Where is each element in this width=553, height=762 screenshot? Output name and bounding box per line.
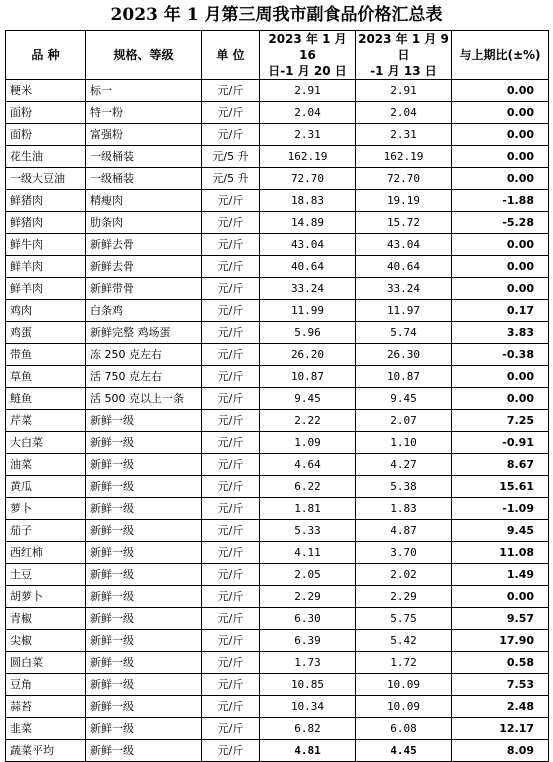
cell-name: 芹菜	[6, 410, 86, 432]
cell-change-percent: 15.61	[452, 476, 549, 498]
cell-change-percent: -0.38	[452, 344, 549, 366]
cell-name: 青椒	[6, 608, 86, 630]
table-header-row	[6, 31, 549, 80]
cell-name: 鸡肉	[6, 300, 86, 322]
cell-previous-price: 5.38	[356, 476, 452, 498]
cell-name: 鲢鱼	[6, 388, 86, 410]
cell-spec: 新鲜一级	[86, 498, 202, 520]
table-row	[6, 256, 549, 278]
cell-spec: 新鲜一级	[86, 432, 202, 454]
cell-change-percent: 9.57	[452, 608, 549, 630]
cell-spec: 活 750 克左右	[86, 366, 202, 388]
table-row	[6, 586, 549, 608]
cell-previous-price: 43.04	[356, 234, 452, 256]
cell-current-price: 6.82	[260, 718, 356, 740]
cell-previous-price: 4.87	[356, 520, 452, 542]
cell-unit: 元/斤	[202, 498, 260, 520]
cell-name: 萝卜	[6, 498, 86, 520]
cell-previous-price: 1.10	[356, 432, 452, 454]
table-row	[6, 718, 549, 740]
cell-unit: 元/斤	[202, 278, 260, 300]
cell-previous-price: 10.09	[356, 696, 452, 718]
cell-unit: 元/斤	[202, 234, 260, 256]
cell-previous-price: 15.72	[356, 212, 452, 234]
cell-previous-price: 5.42	[356, 630, 452, 652]
cell-spec: 新鲜一级	[86, 520, 202, 542]
table-row	[6, 454, 549, 476]
cell-name: 带鱼	[6, 344, 86, 366]
cell-current-price: 1.09	[260, 432, 356, 454]
cell-change-percent: 12.17	[452, 718, 549, 740]
cell-previous-price: 26.30	[356, 344, 452, 366]
cell-spec: 一级桶装	[86, 146, 202, 168]
cell-name: 黄瓜	[6, 476, 86, 498]
table-row	[6, 476, 549, 498]
table-row	[6, 344, 549, 366]
cell-previous-price: 4.27	[356, 454, 452, 476]
cell-change-percent: -1.88	[452, 190, 549, 212]
cell-unit: 元/斤	[202, 410, 260, 432]
cell-unit: 元/斤	[202, 454, 260, 476]
cell-spec: 新鲜一级	[86, 454, 202, 476]
table-row	[6, 80, 549, 102]
cell-spec: 白条鸡	[86, 300, 202, 322]
cell-previous-price: 40.64	[356, 256, 452, 278]
cell-spec: 新鲜一级	[86, 630, 202, 652]
cell-unit: 元/斤	[202, 630, 260, 652]
table-body	[6, 80, 549, 762]
cell-current-price: 33.24	[260, 278, 356, 300]
cell-unit: 元/斤	[202, 388, 260, 410]
cell-name: 西红柿	[6, 542, 86, 564]
cell-name: 草鱼	[6, 366, 86, 388]
cell-change-percent: 0.17	[452, 300, 549, 322]
cell-previous-price: 5.74	[356, 322, 452, 344]
cell-name: 鸡蛋	[6, 322, 86, 344]
table-row	[6, 366, 549, 388]
cell-name: 茄子	[6, 520, 86, 542]
cell-name: 面粉	[6, 124, 86, 146]
cell-spec: 精瘦肉	[86, 190, 202, 212]
cell-spec: 新鲜去骨	[86, 234, 202, 256]
cell-spec: 新鲜一级	[86, 718, 202, 740]
header-current-period	[260, 31, 356, 80]
cell-name: 土豆	[6, 564, 86, 586]
cell-change-percent: 0.00	[452, 80, 549, 102]
cell-previous-price: 11.97	[356, 300, 452, 322]
cell-unit: 元/斤	[202, 674, 260, 696]
cell-change-percent: 0.00	[452, 234, 549, 256]
cell-spec: 新鲜一级	[86, 410, 202, 432]
cell-previous-price: 2.91	[356, 80, 452, 102]
cell-name: 油菜	[6, 454, 86, 476]
cell-unit: 元/斤	[202, 102, 260, 124]
cell-spec: 新鲜一级	[86, 564, 202, 586]
cell-current-price: 2.29	[260, 586, 356, 608]
cell-unit: 元/5 升	[202, 146, 260, 168]
header-previous-line2: -1 月 13 日	[370, 64, 437, 78]
cell-previous-price: 1.83	[356, 498, 452, 520]
cell-spec: 标一	[86, 80, 202, 102]
header-current-line1: 2023 年 1 月 16	[268, 32, 347, 62]
cell-change-percent: 0.00	[452, 366, 549, 388]
cell-change-percent: 0.00	[452, 256, 549, 278]
cell-change-percent: 0.00	[452, 102, 549, 124]
price-table	[5, 30, 549, 762]
cell-change-percent: 0.00	[452, 124, 549, 146]
cell-unit: 元/斤	[202, 608, 260, 630]
cell-current-price: 6.39	[260, 630, 356, 652]
cell-unit: 元/斤	[202, 124, 260, 146]
table-row	[6, 146, 549, 168]
table-row	[6, 674, 549, 696]
table-row	[6, 652, 549, 674]
header-current-line2: 日-1 月 20 日	[268, 64, 347, 78]
cell-name: 胡萝卜	[6, 586, 86, 608]
cell-unit: 元/斤	[202, 542, 260, 564]
cell-spec: 新鲜一级	[86, 696, 202, 718]
header-previous-period	[356, 31, 452, 80]
cell-unit: 元/斤	[202, 256, 260, 278]
cell-current-price: 2.05	[260, 564, 356, 586]
cell-name: 鲜牛肉	[6, 234, 86, 256]
cell-previous-price: 10.87	[356, 366, 452, 388]
cell-unit: 元/斤	[202, 652, 260, 674]
cell-change-percent: 11.08	[452, 542, 549, 564]
cell-unit: 元/斤	[202, 520, 260, 542]
cell-previous-price: 2.29	[356, 586, 452, 608]
cell-change-percent: 2.48	[452, 696, 549, 718]
cell-spec: 新鲜一级	[86, 476, 202, 498]
cell-spec: 肋条肉	[86, 212, 202, 234]
cell-previous-price: 162.19	[356, 146, 452, 168]
table-row	[6, 168, 549, 190]
cell-previous-price: 33.24	[356, 278, 452, 300]
table-row	[6, 564, 549, 586]
header-change: 与上期比(±%)	[452, 31, 549, 80]
cell-previous-price: 5.75	[356, 608, 452, 630]
table-row	[6, 322, 549, 344]
cell-change-percent: 8.67	[452, 454, 549, 476]
cell-change-percent: 0.00	[452, 146, 549, 168]
cell-change-percent: -0.91	[452, 432, 549, 454]
cell-change-percent: 7.25	[452, 410, 549, 432]
cell-current-price: 10.85	[260, 674, 356, 696]
header-previous-line1: 2023 年 1 月 9 日	[358, 32, 449, 62]
cell-previous-price: 1.72	[356, 652, 452, 674]
cell-name: 花生油	[6, 146, 86, 168]
cell-current-price: 11.99	[260, 300, 356, 322]
cell-unit: 元/斤	[202, 586, 260, 608]
cell-current-price: 4.81	[260, 740, 356, 762]
table-row	[6, 124, 549, 146]
cell-previous-price: 9.45	[356, 388, 452, 410]
table-row	[6, 102, 549, 124]
cell-current-price: 5.33	[260, 520, 356, 542]
table-row	[6, 234, 549, 256]
cell-name: 豆角	[6, 674, 86, 696]
header-name: 品 种	[6, 31, 86, 80]
table-row	[6, 740, 549, 762]
cell-name: 鲜猪肉	[6, 212, 86, 234]
cell-name: 韭菜	[6, 718, 86, 740]
cell-previous-price: 2.07	[356, 410, 452, 432]
cell-change-percent: -1.09	[452, 498, 549, 520]
cell-unit: 元/斤	[202, 80, 260, 102]
cell-name: 面粉	[6, 102, 86, 124]
cell-current-price: 4.64	[260, 454, 356, 476]
cell-current-price: 4.11	[260, 542, 356, 564]
cell-unit: 元/斤	[202, 366, 260, 388]
cell-change-percent: 17.90	[452, 630, 549, 652]
cell-current-price: 1.73	[260, 652, 356, 674]
cell-current-price: 14.89	[260, 212, 356, 234]
cell-previous-price: 10.09	[356, 674, 452, 696]
cell-previous-price: 4.45	[356, 740, 452, 762]
cell-current-price: 6.30	[260, 608, 356, 630]
cell-spec: 新鲜去骨	[86, 256, 202, 278]
cell-unit: 元/斤	[202, 740, 260, 762]
cell-previous-price: 3.70	[356, 542, 452, 564]
cell-current-price: 10.87	[260, 366, 356, 388]
cell-name: 尖椒	[6, 630, 86, 652]
cell-current-price: 2.22	[260, 410, 356, 432]
cell-change-percent: 9.45	[452, 520, 549, 542]
cell-change-percent: 0.00	[452, 168, 549, 190]
table-row	[6, 410, 549, 432]
cell-previous-price: 6.08	[356, 718, 452, 740]
cell-change-percent: 8.09	[452, 740, 549, 762]
cell-unit: 元/斤	[202, 344, 260, 366]
cell-spec: 新鲜完整 鸡场蛋	[86, 322, 202, 344]
cell-spec: 新鲜一级	[86, 674, 202, 696]
cell-spec: 新鲜一级	[86, 608, 202, 630]
cell-spec: 富强粉	[86, 124, 202, 146]
cell-unit: 元/斤	[202, 564, 260, 586]
cell-unit: 元/斤	[202, 696, 260, 718]
table-row	[6, 542, 549, 564]
cell-name: 鲜羊肉	[6, 256, 86, 278]
cell-name: 鲜羊肉	[6, 278, 86, 300]
table-row	[6, 498, 549, 520]
cell-name: 一级大豆油	[6, 168, 86, 190]
cell-name: 圆白菜	[6, 652, 86, 674]
cell-name: 蒜苔	[6, 696, 86, 718]
cell-change-percent: 1.49	[452, 564, 549, 586]
cell-previous-price: 19.19	[356, 190, 452, 212]
cell-unit: 元/斤	[202, 322, 260, 344]
table-row	[6, 190, 549, 212]
cell-unit: 元/斤	[202, 718, 260, 740]
cell-spec: 一级桶装	[86, 168, 202, 190]
cell-current-price: 5.96	[260, 322, 356, 344]
cell-current-price: 26.20	[260, 344, 356, 366]
cell-spec: 新鲜一级	[86, 652, 202, 674]
cell-name: 大白菜	[6, 432, 86, 454]
cell-current-price: 6.22	[260, 476, 356, 498]
cell-current-price: 40.64	[260, 256, 356, 278]
table-row	[6, 520, 549, 542]
cell-current-price: 2.31	[260, 124, 356, 146]
cell-spec: 新鲜一级	[86, 740, 202, 762]
cell-spec: 活 500 克以上一条	[86, 388, 202, 410]
page-title: 2023 年 1 月第三周我市副食品价格汇总表	[110, 5, 443, 25]
cell-previous-price: 2.02	[356, 564, 452, 586]
cell-change-percent: 0.58	[452, 652, 549, 674]
cell-current-price: 43.04	[260, 234, 356, 256]
cell-spec: 冻 250 克左右	[86, 344, 202, 366]
cell-current-price: 72.70	[260, 168, 356, 190]
cell-current-price: 9.45	[260, 388, 356, 410]
cell-change-percent: -5.28	[452, 212, 549, 234]
cell-unit: 元/斤	[202, 476, 260, 498]
cell-unit: 元/斤	[202, 212, 260, 234]
cell-previous-price: 2.04	[356, 102, 452, 124]
cell-previous-price: 2.31	[356, 124, 452, 146]
table-row	[6, 630, 549, 652]
table-row	[6, 300, 549, 322]
cell-current-price: 10.34	[260, 696, 356, 718]
cell-name: 蔬菜平均	[6, 740, 86, 762]
table-row	[6, 608, 549, 630]
table-row	[6, 388, 549, 410]
cell-current-price: 18.83	[260, 190, 356, 212]
table-row	[6, 278, 549, 300]
header-spec: 规格、等级	[86, 31, 202, 80]
cell-change-percent: 0.00	[452, 278, 549, 300]
cell-spec: 新鲜带骨	[86, 278, 202, 300]
cell-current-price: 162.19	[260, 146, 356, 168]
table-row	[6, 432, 549, 454]
table-row	[6, 212, 549, 234]
cell-spec: 新鲜一级	[86, 586, 202, 608]
cell-unit: 元/5 升	[202, 168, 260, 190]
header-unit: 单 位	[202, 31, 260, 80]
cell-change-percent: 0.00	[452, 388, 549, 410]
cell-unit: 元/斤	[202, 300, 260, 322]
cell-name: 鲜猪肉	[6, 190, 86, 212]
cell-name: 粳米	[6, 80, 86, 102]
cell-current-price: 2.04	[260, 102, 356, 124]
cell-current-price: 1.81	[260, 498, 356, 520]
cell-spec: 特一粉	[86, 102, 202, 124]
table-row	[6, 696, 549, 718]
cell-change-percent: 0.00	[452, 586, 549, 608]
cell-change-percent: 3.83	[452, 322, 549, 344]
cell-change-percent: 7.53	[452, 674, 549, 696]
cell-current-price: 2.91	[260, 80, 356, 102]
cell-unit: 元/斤	[202, 190, 260, 212]
cell-previous-price: 72.70	[356, 168, 452, 190]
cell-spec: 新鲜一级	[86, 542, 202, 564]
cell-unit: 元/斤	[202, 432, 260, 454]
